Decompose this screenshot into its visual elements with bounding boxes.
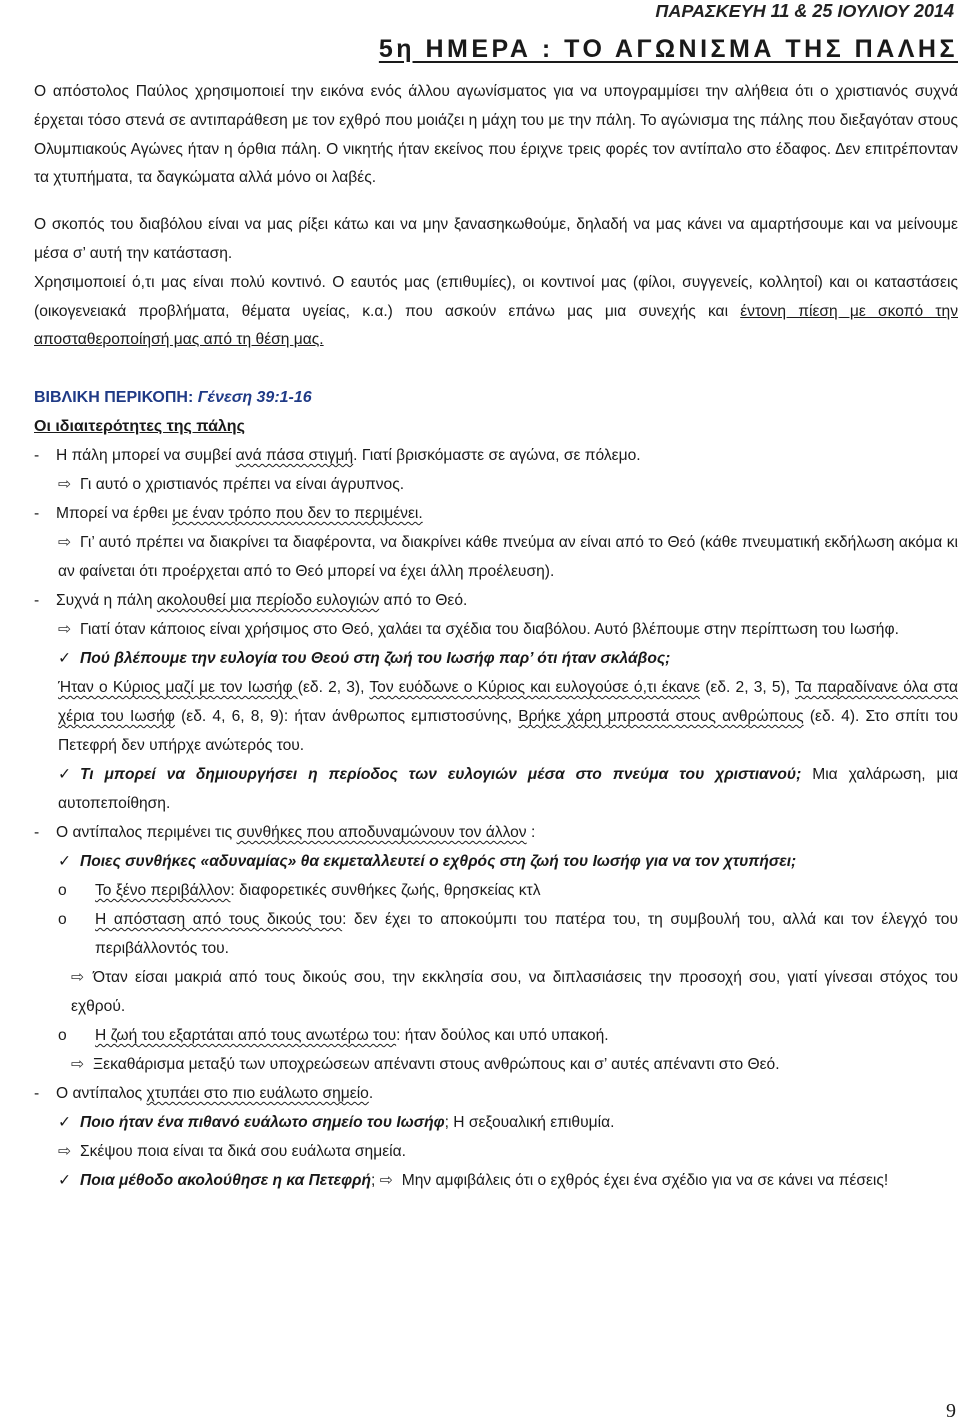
page-number: 9 — [946, 1400, 956, 1422]
arrow-icon: ⇨ — [58, 621, 72, 639]
intro-paragraph-2: Ο σκοπός του διαβόλου είναι να μας ρίξει κάτω και να μην ξανασηκωθούμε, δηλαδή να μας κάνει να αμαρτήσουμε και να μείνουμε μέσα σ’ αυτή την κατάσταση. — [34, 216, 958, 262]
intro-paragraph-3: Χρησιμοποιεί ό,τι μας είναι πολύ κοντινό. Ο εαυτός μας (επιθυμίες), οι κοντινοί μας (φίλοι, συγγενείς, κολλητοί) και οι καταστάσεις (οικογενειακά προβλήματα, θέματα υγείας, κ.α.) που ασκούν επάνω μας μια συνεχής και έντονη πίεση με σκοπό την αποσταθεροποίησή μας από τη θέση μας. — [34, 273, 958, 349]
arrow-item: ⇨ Γι αυτό ο χριστιανός πρέπει να είναι άγρυπνος. — [34, 470, 958, 499]
passage-heading: ΒΙΒΛΙΚΗ ΠΕΡΙΚΟΠΗ: Γένεση 39:1-16 — [34, 389, 312, 407]
circle-item: o Το ξένο περιβάλλον: διαφορετικές συνθήκες ζωής, θρησκείας κτλ — [34, 876, 958, 905]
arrow-item: ⇨ Γι’ αυτό πρέπει να διακρίνει τα διαφέροντα, να διακρίνει κάθε πνεύμα αν είναι από το Θεό (κάθε πνευματική εκδήλωση ακόμα κι αν φαίνεται ότι προέρχεται από το Θεό μπορεί να έχει άλλη προέλευση). — [34, 528, 958, 586]
arrow-icon: ⇨ — [58, 534, 72, 552]
document-page — [34, 0, 958, 1195]
header-date: ΠΑΡΑΣΚΕΥΗ 11 & 25 ΙΟΥΛΙΟΥ 2014 — [655, 1, 954, 21]
page-title: 5η ΗΜΕΡΑ : ΤΟ ΑΓΩΝΙΣΜΑ ΤΗΣ ΠΑΛΗΣ — [378, 35, 958, 63]
circle-bullet-icon: o — [58, 882, 67, 900]
list-item: - Συχνά η πάλη ακολουθεί μια περίοδο ευλογιών από το Θεό. — [34, 592, 468, 610]
circle-item: o Η ζωή του εξαρτάται από τους ανωτέρω του: ήταν δούλος και υπό υπακοή. — [34, 1021, 958, 1050]
arrow-item: ⇨ Σκέψου ποια είναι τα δικά σου ευάλωτα σημεία. — [34, 1137, 958, 1166]
list-item: - Ο αντίπαλος περιμένει τις συνθήκες που αποδυναμώνουν τον άλλον : — [34, 824, 536, 842]
check-item: ✓ Πού βλέπουμε την ευλογία του Θεού στη ζωή του Ιωσήφ παρ’ ότι ήταν σκλάβος; — [34, 644, 958, 673]
intro-paragraph-1: Ο απόστολος Παύλος χρησιμοποιεί την εικόνα ενός άλλου αγωνίσματος για να υπογραμμίσει την αλήθεια ότι ο χριστιανός συχνά έρχεται τόσο στενά σε αντιπαράθεση με τον εχθρό που μοιάζει η μάχη του με την πάλη. Το αγώνισμα της πάλης που διεξαγόταν στους Ολυμπιακούς Αγώνες ήταν η όρθια πάλη. Ο νικητής ήταν εκείνος που έριχνε τρεις φορές τον αντίπαλο στο έδαφος. Δεν επιτρέπονταν τα χτυπήματα, τα δαγκώματα αλλά μόνο οι λαβές. — [34, 83, 958, 187]
list-item: - Η πάλη μπορεί να συμβεί ανά πάσα στιγμή. Γιατί βρισκόμαστε σε αγώνα, σε πόλεμο. — [34, 447, 641, 465]
arrow-item: ⇨ Γιατί όταν κάποιος είναι χρήσιμος στο Θεό, χαλάει τα σχέδια του διαβόλου. Αυτό βλέπουμε στην περίπτωση του Ιωσήφ. — [34, 615, 958, 644]
arrow-icon: ⇨ — [379, 1172, 393, 1190]
circle-bullet-icon: o — [58, 911, 67, 929]
check-icon: ✓ — [58, 650, 72, 668]
arrow-item: ⇨ Ξεκαθάρισμα μεταξύ των υποχρεώσεων απέναντι στους ανθρώπους και σ’ αυτές απέναντι στο Θεό. — [34, 1050, 958, 1079]
circle-bullet-icon: o — [58, 1027, 67, 1045]
check-item: ✓ Ποιες συνθήκες «αδυναμίας» θα εκμεταλλευτεί ο εχθρός στη ζωή του Ιωσήφ για να τον χτυπήσει; — [34, 847, 958, 876]
check-item: ✓ Τι μπορεί να δημιουργήσει η περίοδος των ευλογιών μέσα στο πνεύμα του χριστιανού; Μια χαλάρωση, μια αυτοπεποίθηση. — [34, 760, 958, 818]
check-icon: ✓ — [58, 1114, 72, 1132]
check-icon: ✓ — [58, 766, 72, 784]
check-icon: ✓ — [58, 853, 72, 871]
arrow-item: ⇨ Όταν είσαι μακριά από τους δικούς σου, την εκκλησία σου, να διπλασιάσεις την προσοχή σου, γιατί γίνεσαι στόχος του εχθρού. — [34, 963, 958, 1021]
arrow-icon: ⇨ — [71, 969, 85, 987]
circle-item: o Η απόσταση από τους δικούς του: δεν έχει το αποκούμπι του πατέρα του, τη συμβουλή του, αλλά και τον έλεγχό του περιβάλλοντός του. — [34, 905, 958, 963]
arrow-icon: ⇨ — [71, 1056, 85, 1074]
section-subtitle: Οι ιδιαιτερότητες της πάλης — [34, 418, 245, 436]
check-item-text: Ήταν ο Κύριος μαζί με τον Ιωσήφ (εδ. 2, 3), Τον ευόδωνε ο Κύριος και ευλογούσε ό,τι έκανε (εδ. 2, 3, 5), Τα παραδίνανε όλα στα χέρια του Ιωσήφ (εδ. 4, 6, 8, 9): ήταν άνθρωπος εμπιστοσύνης, Βρήκε χάρη μπροστά στους ανθρώπους (εδ. 4). Στο σπίτι του Πετεφρή δεν υπήρχε ανώτερός του. — [58, 679, 958, 755]
arrow-icon: ⇨ — [58, 476, 72, 494]
list-item: - Μπορεί να έρθει με έναν τρόπο που δεν το περιμένει. — [34, 505, 423, 523]
check-item: ✓ Ποιο ήταν ένα πιθανό ευάλωτο σημείο του Ιωσήφ; Η σεξουαλική επιθυμία. — [34, 1108, 958, 1137]
arrow-icon: ⇨ — [58, 1143, 72, 1161]
check-icon: ✓ — [58, 1172, 72, 1190]
check-item: ✓ Ποια μέθοδο ακολούθησε η κα Πετεφρή; ⇨ Μην αμφιβάλεις ότι ο εχθρός έχει ένα σχέδιο για να σε κάνει να πέσεις! — [34, 1166, 958, 1195]
list-item: - Ο αντίπαλος χτυπάει στο πιο ευάλωτο σημείο. — [34, 1085, 374, 1103]
